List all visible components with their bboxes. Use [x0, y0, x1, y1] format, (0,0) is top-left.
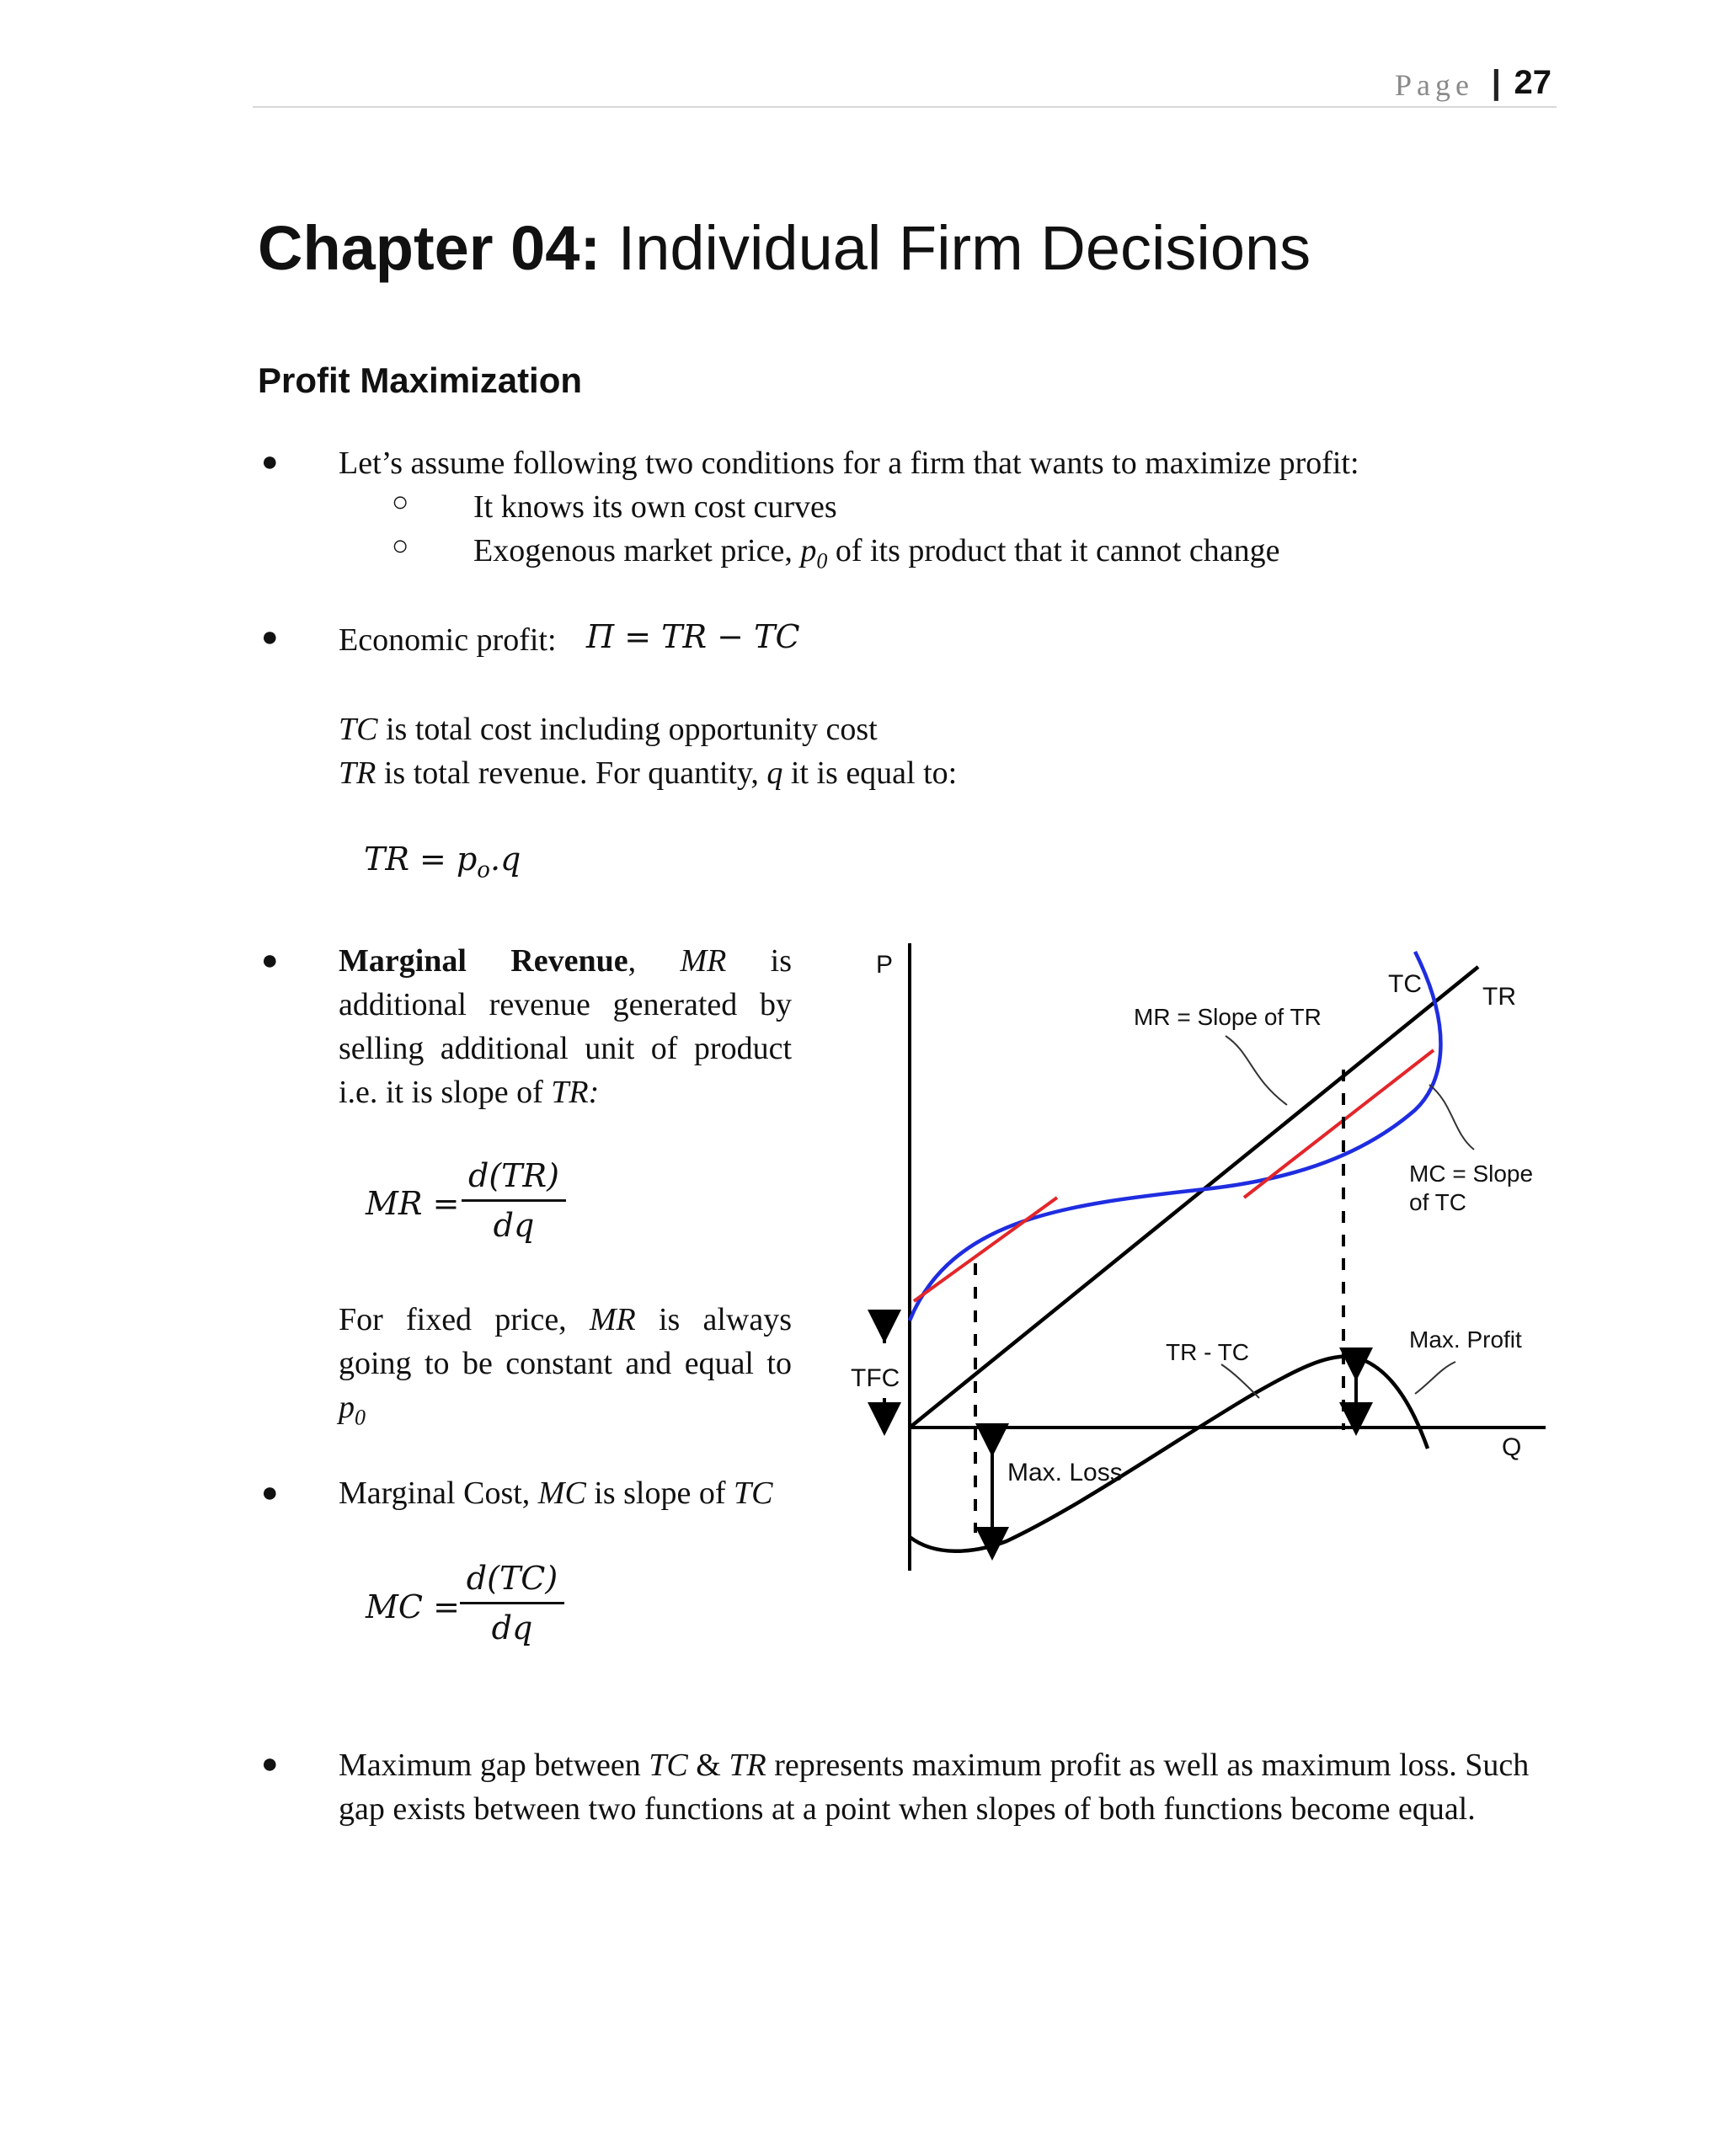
- bullet-dot: ●: [261, 945, 279, 976]
- label-tr-tc: TR - TC: [1166, 1339, 1250, 1365]
- sub-bullet: ○: [392, 531, 409, 562]
- y-axis-label: P: [876, 951, 894, 979]
- mc-denominator: dq: [491, 1609, 533, 1646]
- tc-definition: TC is total cost including opportunity cost: [339, 712, 878, 747]
- tr-definition: TR is total revenue. For quantity, q it is equal to:: [339, 755, 958, 791]
- mc-text: Marginal Cost, MC is slope of TC: [339, 1476, 773, 1511]
- leader-mr: [1226, 1036, 1287, 1105]
- bullet-dot: ●: [261, 1477, 279, 1508]
- mr-fraction: [462, 1157, 566, 1244]
- profit-formula: Π = TR − TC: [586, 618, 800, 655]
- x-axis-label: Q: [1502, 1433, 1522, 1461]
- page-number: 27: [1514, 64, 1551, 101]
- bullet-dot: ●: [261, 1748, 279, 1780]
- label-tc: TC: [1388, 970, 1422, 998]
- mr-denominator: dq: [493, 1207, 535, 1244]
- label-mc-slope-2: of TC: [1409, 1189, 1466, 1215]
- condition-2: Exogenous market price, $p_0$ of its product that it cannot change: [473, 533, 1280, 574]
- gap-line-2: gap exists between two functions at a point when slopes of both functions become equal.: [339, 1791, 1476, 1827]
- chapter-title: Individual Firm Decisions: [617, 213, 1311, 283]
- leader-tr-tc: [1221, 1364, 1259, 1398]
- chart-svg: [825, 926, 1567, 1600]
- label-max-profit: Max. Profit: [1409, 1326, 1522, 1353]
- tangent-right: [1244, 1050, 1434, 1198]
- mc-fraction: [460, 1560, 564, 1646]
- mc-lhs: MC =: [366, 1588, 460, 1625]
- assume-intro: Let’s assume following two conditions for a firm that wants to maximize profit:: [339, 446, 1359, 481]
- mr-line-4: i.e. it is slope of TR:: [339, 1075, 600, 1110]
- section-title: Profit Maximization: [258, 360, 583, 400]
- mc-numerator: d(TC): [460, 1560, 564, 1604]
- leader-mc: [1429, 1085, 1474, 1150]
- page-separator: |: [1491, 64, 1501, 101]
- bullet-dot: ●: [261, 446, 279, 478]
- label-max-loss: Max. Loss: [1007, 1459, 1123, 1486]
- chapter-heading: [258, 212, 1311, 284]
- mr-line-2: additional revenue generated by: [339, 987, 792, 1022]
- leader-max-profit: [1415, 1362, 1455, 1394]
- bullet-dot: ●: [261, 622, 279, 653]
- fixed-price-line-2: going to be constant and equal to: [339, 1346, 792, 1381]
- gap-line-1: Maximum gap between TC & TR represents maximum profit as well as maximum loss. Such: [339, 1748, 1530, 1783]
- profit-curve: [910, 1357, 1428, 1551]
- mr-line-3: selling additional unit of product: [339, 1031, 792, 1066]
- label-mc-slope-1: MC = Slope: [1409, 1161, 1534, 1187]
- profit-maximization-chart: [825, 926, 1567, 1600]
- label-mr-slope: MR = Slope of TR: [1134, 1004, 1322, 1030]
- mr-lhs: MR =: [366, 1185, 460, 1222]
- sub-bullet: ○: [392, 487, 409, 518]
- mr-numerator: d(TR): [462, 1157, 566, 1202]
- fixed-price-line-1: For fixed price, MR is always: [339, 1302, 792, 1337]
- condition-1: It knows its own cost curves: [473, 489, 837, 525]
- label-tfc: TFC: [851, 1364, 900, 1392]
- tangent-left: [914, 1198, 1057, 1301]
- mr-line-1: Marginal Revenue, MR is: [339, 943, 793, 979]
- chapter-number: Chapter 04:: [258, 213, 601, 283]
- page-label: Page: [1395, 68, 1474, 102]
- fixed-price-line-3: $p_0$: [339, 1390, 366, 1430]
- tr-formula: TR = $p_o.q$: [364, 841, 521, 883]
- label-tr: TR: [1482, 983, 1516, 1011]
- page-header: [253, 59, 1557, 108]
- profit-label: Economic profit:: [339, 622, 557, 658]
